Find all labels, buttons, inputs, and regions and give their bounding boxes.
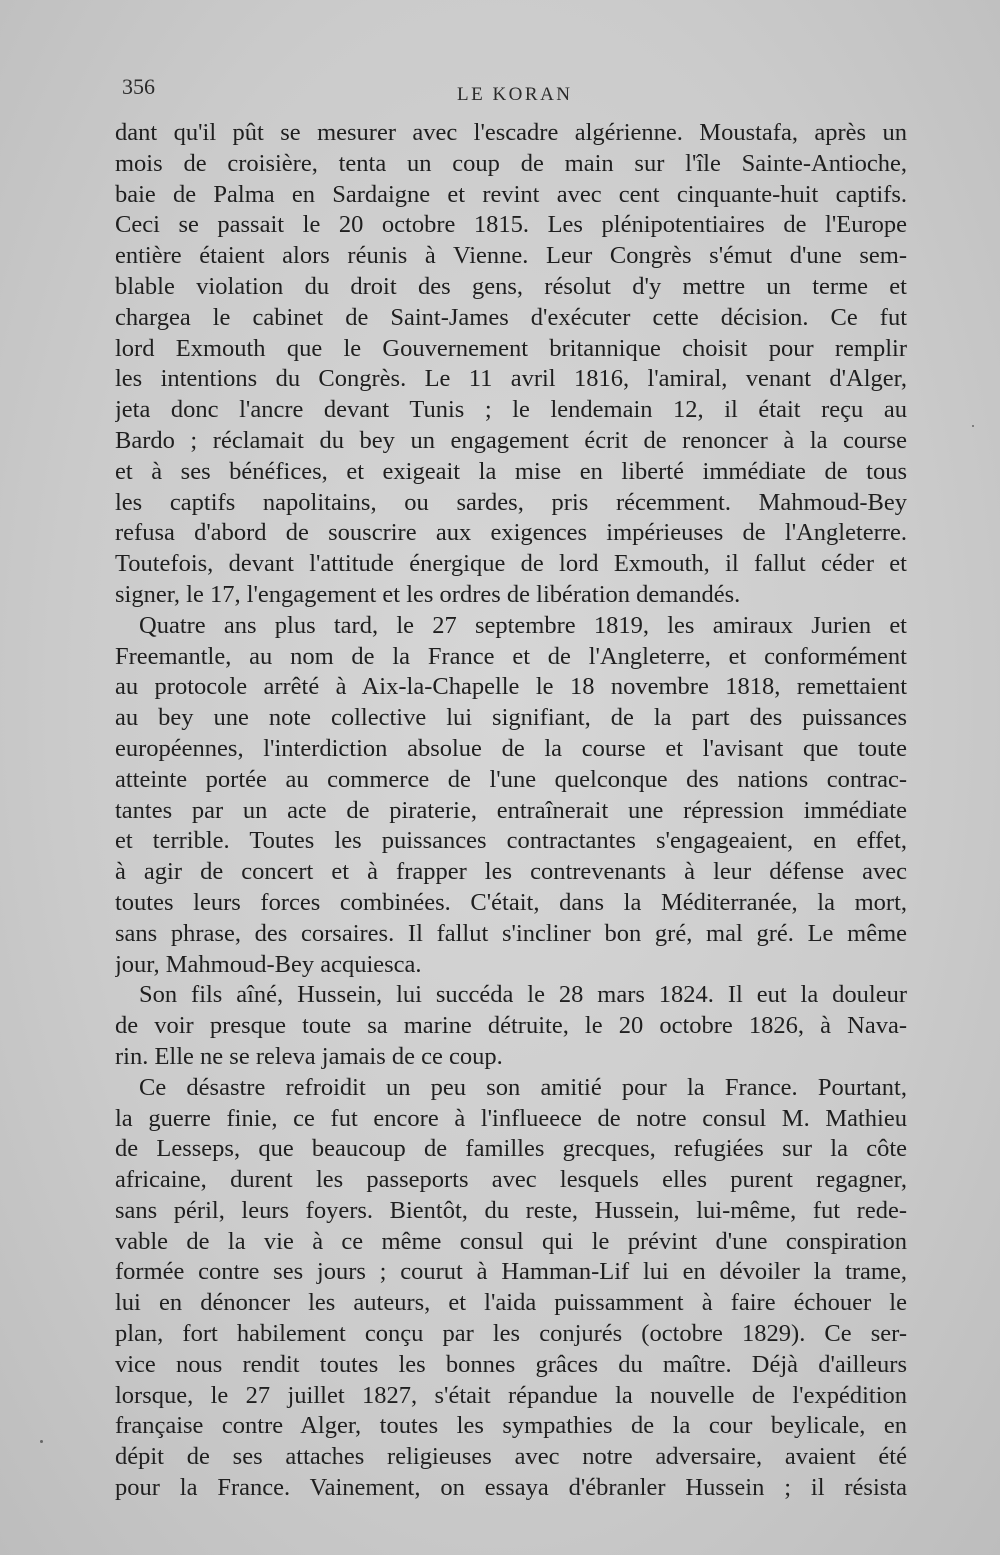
text-line: formée contre ses jours ; courut à Hamman-Lif lui en dévoiler la trame, bbox=[115, 1258, 907, 1286]
text-line: dant qu'il pût se mesurer avec l'escadre algérienne. Moustafa, après un bbox=[115, 119, 907, 146]
text-line: de Lesseps, que beaucoup de familles grecques, refugiées sur la côte bbox=[115, 1135, 907, 1163]
paper-speck bbox=[40, 1440, 43, 1443]
text-line: Freemantle, au nom de la France et de l'Angleterre, et conformément bbox=[115, 642, 907, 670]
body-text bbox=[115, 118, 907, 1504]
text-line: au bey une note collective lui signifiant, de la part des puissances bbox=[115, 704, 907, 732]
text-line: à agir de concert et à frapper les contrevenants à leur défense avec bbox=[115, 858, 907, 886]
running-title: LE KORAN bbox=[457, 84, 573, 105]
text-line: atteinte portée au commerce de l'une quelconque des nations contrac- bbox=[115, 765, 907, 793]
page-header bbox=[122, 74, 902, 104]
text-line: au protocole arrêté à Aix-la-Chapelle le 18 novembre 1818, remettaient bbox=[115, 673, 907, 701]
text-line: rin. Elle ne se releva jamais de ce coup. bbox=[115, 1042, 503, 1070]
text-line: Quatre ans plus tard, le 27 septembre 1819, les amiraux Jurien et bbox=[139, 611, 907, 639]
text-line: lorsque, le 27 juillet 1827, s'était répandue la nouvelle de l'expédition bbox=[115, 1381, 907, 1409]
text-line: toutes leurs forces combinées. C'était, dans la Méditerranée, la mort, bbox=[115, 888, 907, 916]
text-line: signer, le 17, l'engagement et les ordres de libération demandés. bbox=[115, 580, 741, 608]
text-line: Ceci se passait le 20 octobre 1815. Les plénipotentiaires de l'Europe bbox=[115, 211, 907, 239]
text-line: mois de croisière, tenta un coup de main sur l'île Sainte-Antioche, bbox=[115, 149, 907, 177]
text-line: chargea le cabinet de Saint-James d'exécuter cette décision. Ce fut bbox=[115, 303, 907, 331]
text-line: Ce désastre refroidit un peu son amitié pour la France. Pourtant, bbox=[139, 1073, 907, 1101]
paper-speck bbox=[972, 425, 974, 427]
text-line: et terrible. Toutes les puissances contractantes s'engageaient, en effet, bbox=[115, 827, 907, 855]
text-line: baie de Palma en Sardaigne et revint avec cent cinquante-huit captifs. bbox=[115, 180, 907, 208]
text-line: lui en dénoncer les auteurs, et l'aida puissamment à faire échouer le bbox=[115, 1289, 907, 1317]
text-line: Son fils aîné, Hussein, lui succéda le 28 mars 1824. Il eut la douleur bbox=[139, 981, 907, 1009]
text-line: dépit de ses attaches religieuses avec notre adversaire, avaient été bbox=[115, 1443, 907, 1471]
text-line: jour, Mahmoud-Bey acquiesca. bbox=[115, 950, 422, 978]
text-line: sans péril, leurs foyers. Bientôt, du reste, Hussein, lui-même, fut rede- bbox=[115, 1196, 907, 1224]
text-line: jeta donc l'ancre devant Tunis ; le lendemain 12, il était reçu au bbox=[115, 396, 907, 424]
text-line: africaine, durent les passeports avec lesquels elles purent regagner, bbox=[115, 1166, 907, 1194]
text-line: plan, fort habilement conçu par les conjurés (octobre 1829). Ce ser- bbox=[115, 1320, 907, 1348]
text-line: les intentions du Congrès. Le 11 avril 1816, l'amiral, venant d'Alger, bbox=[115, 365, 907, 393]
text-line: de voir presque toute sa marine détruite, le 20 octobre 1826, à Nava- bbox=[115, 1012, 907, 1040]
text-line: vable de la vie à ce même consul qui le prévint d'une conspiration bbox=[115, 1227, 907, 1255]
text-line: refusa d'abord de souscrire aux exigences impérieuses de l'Angleterre. bbox=[115, 519, 907, 547]
text-line: Bardo ; réclamait du bey un engagement écrit de renoncer à la course bbox=[115, 426, 907, 454]
text-line: Toutefois, devant l'attitude énergique de lord Exmouth, il fallut céder et bbox=[115, 550, 907, 578]
text-line: française contre Alger, toutes les sympathies de la cour beylicale, en bbox=[115, 1412, 907, 1440]
text-line: les captifs napolitains, ou sardes, pris récemment. Mahmoud-Bey bbox=[115, 488, 907, 516]
text-line: blable violation du droit des gens, résolut d'y mettre un terme et bbox=[115, 272, 907, 300]
text-line: la guerre finie, ce fut encore à l'influeece de notre consul M. Mathieu bbox=[115, 1104, 907, 1132]
text-line: lord Exmouth que le Gouvernement britannique choisit pour remplir bbox=[115, 334, 907, 362]
text-line: tantes par un acte de piraterie, entraînerait une répression immédiate bbox=[115, 796, 907, 824]
text-line: pour la France. Vainement, on essaya d'ébranler Hussein ; il résista bbox=[115, 1474, 907, 1502]
text-line: vice nous rendit toutes les bonnes grâces du maître. Déjà d'ailleurs bbox=[115, 1350, 907, 1378]
text-line: européennes, l'interdiction absolue de la course et l'avisant que toute bbox=[115, 734, 907, 762]
text-line: entière étaient alors réunis à Vienne. Leur Congrès s'émut d'une sem- bbox=[115, 242, 907, 270]
page-number: 356 bbox=[122, 74, 155, 99]
text-line: et à ses bénéfices, et exigeait la mise en liberté immédiate de tous bbox=[115, 457, 907, 485]
text-line: sans phrase, des corsaires. Il fallut s'incliner bon gré, mal gré. Le même bbox=[115, 919, 907, 947]
